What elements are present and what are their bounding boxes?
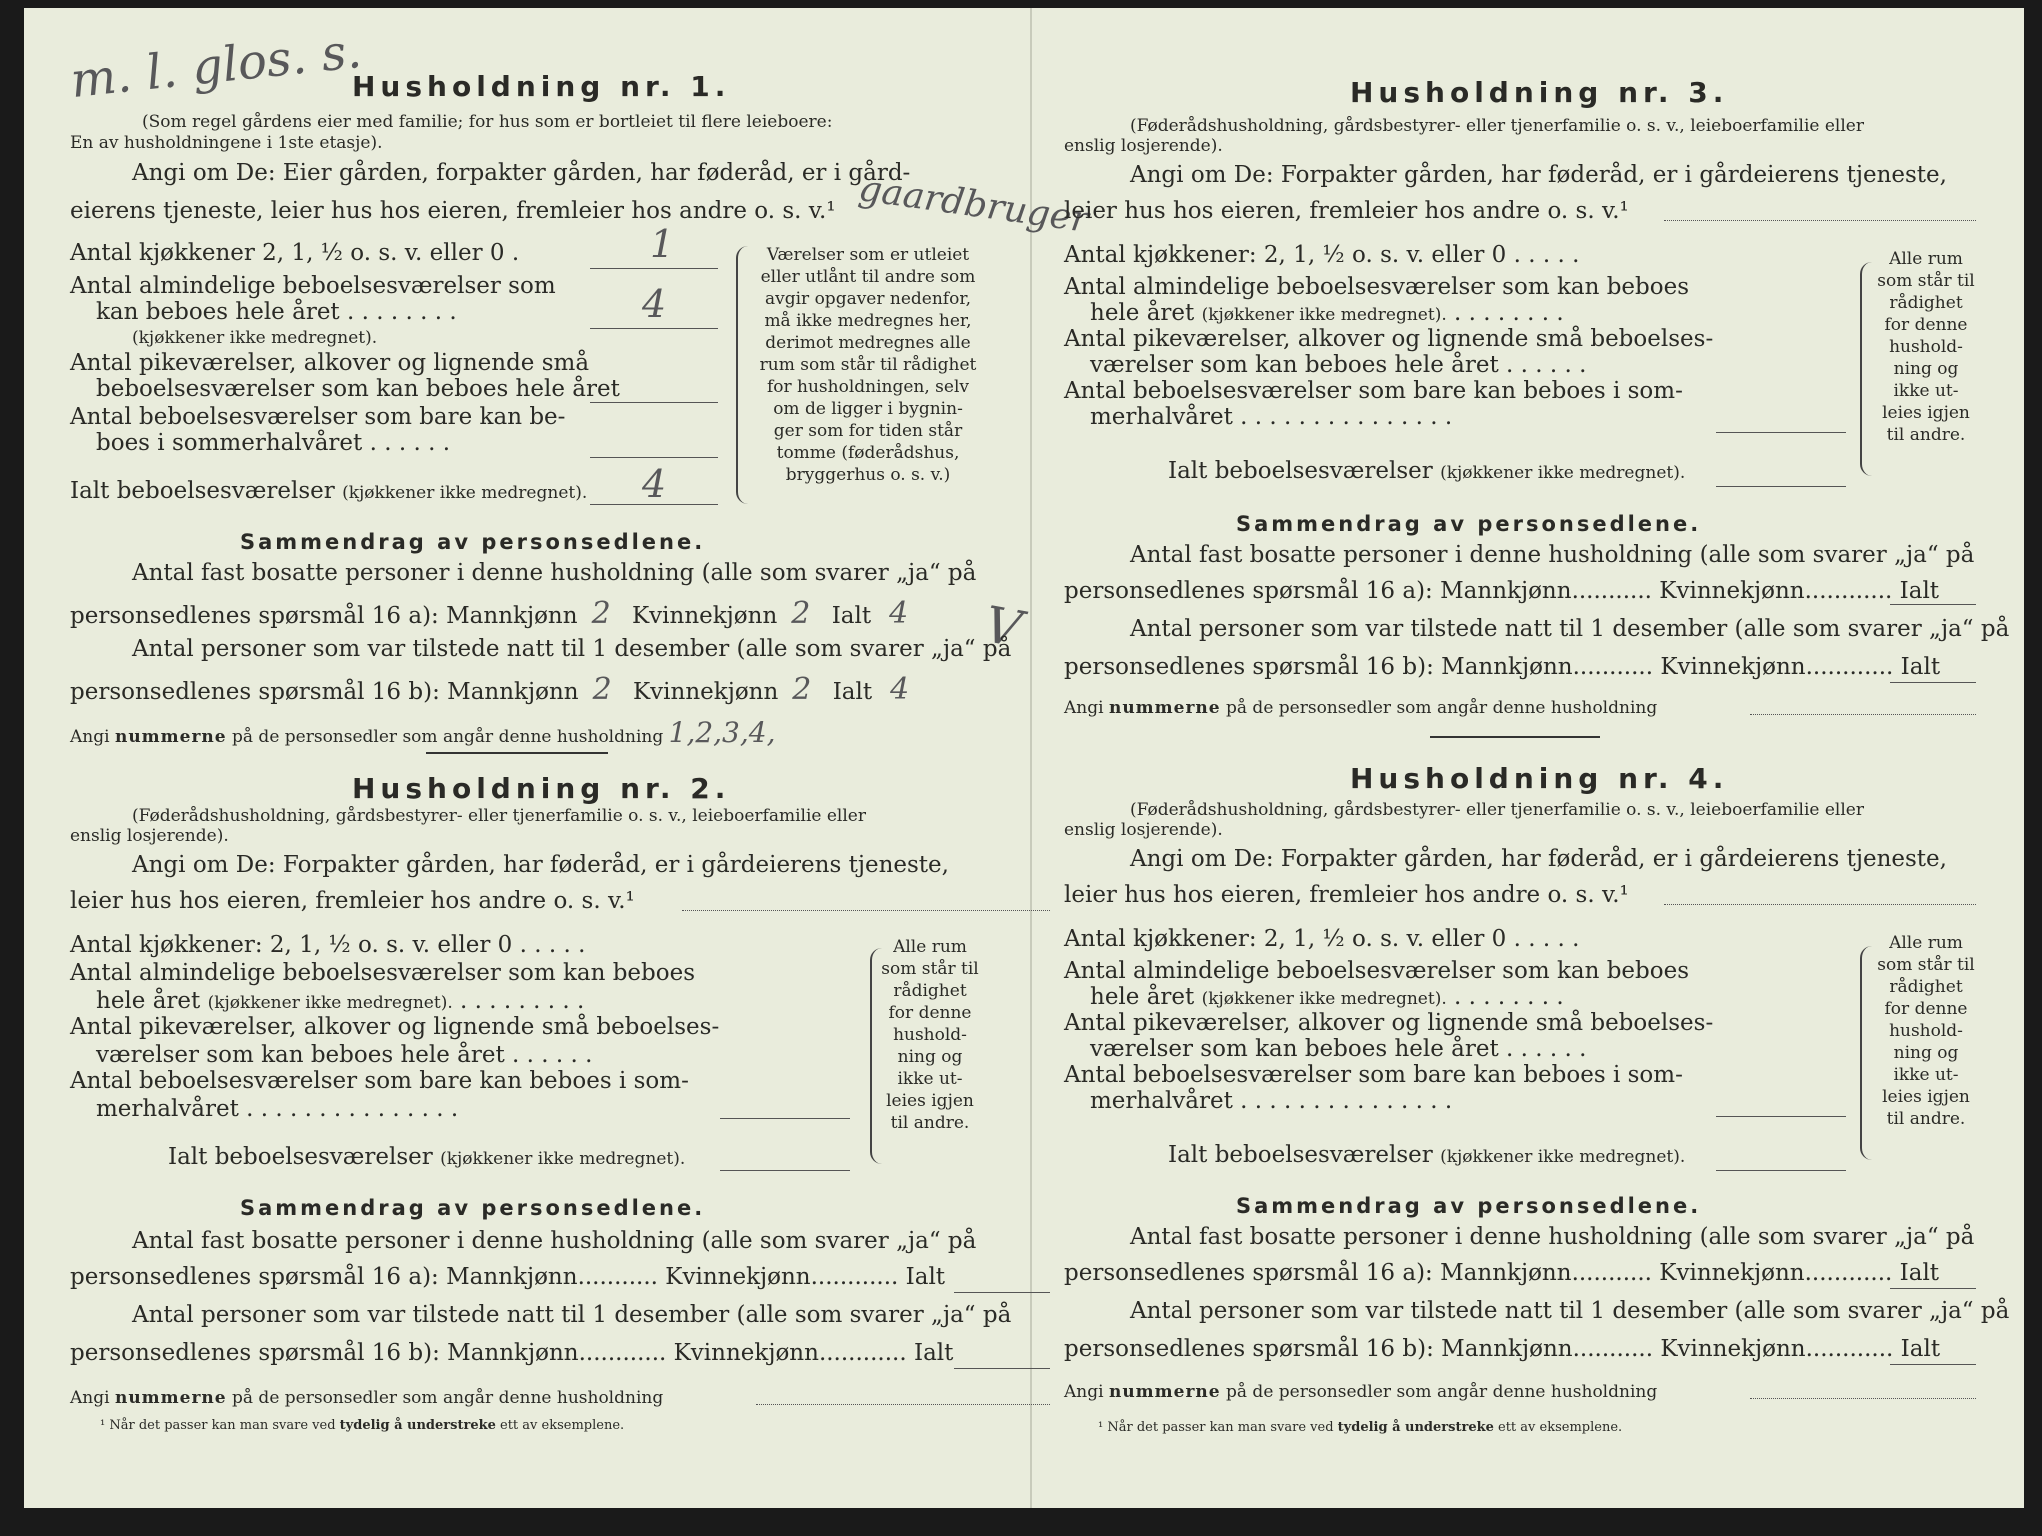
h4-summary-b-line2: personsedlenes spørsmål 16 b): Mannkjønn........... Kvinnekjønn............ Ialt [1064, 1336, 1941, 1362]
h1-side-note: Værelser som er utleiet eller utlånt til andre som avgir opgaver nedenfor, må ikke medregnes her, derimot medregnes alle rum som står til rådighet for husholdningen, selv om de ligger i bygnin- ger som for tiden står tomme (føderådshus, bryggerhus o. s. v.) [759, 245, 977, 485]
h2-numbers-line: Angi nummerne på de personsedler som angår denne husholdning [70, 1388, 664, 1408]
h1-summary-a-line1: Antal fast bosatte personer i denne husholdning (alle som svarer „ja“ på [132, 560, 977, 586]
h1-summary-b-line1: Antal personer som var tilstede natt til 1 desember (alle som svarer „ja“ på [132, 636, 1012, 662]
h1-rooms-question-line2: kan beboes hele året . . . . . . . . [96, 299, 457, 325]
h3-summary-a-line2: personsedlenes spørsmål 16 a): Mannkjønn........... Kvinnekjønn............ Ialt [1064, 578, 1940, 604]
h4-summary-a-line2: personsedlenes spørsmål 16 a): Mannkjønn........... Kvinnekjønn............ Ialt [1064, 1260, 1940, 1286]
h1-rooms-question-line1: Antal almindelige beboelsesværelser som [70, 273, 556, 299]
h3-summary-a-line1: Antal fast bosatte personer i denne husholdning (alle som svarer „ja“ på [1130, 542, 1975, 568]
h2-summer-question-line2: merhalvåret . . . . . . . . . . . . . . . [96, 1096, 459, 1122]
h1-summary-b-line2: personsedlenes spørsmål 16 b): Mannkjønn 2 Kvinnekjønn 2 Ialt 4 [70, 672, 910, 707]
h4-note-line2: enslig losjerende). [1064, 820, 1223, 840]
household-1-note-line2: En av husholdningene i 1ste etasje). [70, 133, 383, 153]
h4-numbers-line: Angi nummerne på de personsedler som angår denne husholdning [1064, 1382, 1658, 1402]
h2-summary-b-line1: Antal personer som var tilstede natt til 1 desember (alle som svarer „ja“ på [132, 1302, 1012, 1328]
h1-kitchens-answer: 1 [650, 222, 675, 266]
h1-rooms-answer: 4 [642, 282, 667, 326]
h3-maid-question-line1: Antal pikeværelser, alkover og lignende små beboelses- [1064, 326, 1714, 352]
h3-angi-line2: leier hus hos eieren, fremleier hos andre o. s. v.¹ [1064, 198, 1629, 224]
h3-summer-question-line2: merhalvåret . . . . . . . . . . . . . . . [1090, 404, 1453, 430]
h1-summer-rooms-question-line2: boes i sommerhalvåret . . . . . . [96, 430, 451, 456]
h2-note-line1: (Føderådshusholdning, gårdsbestyrer- eller tjenerfamilie o. s. v., leieboerfamilie eller [132, 806, 866, 826]
h1-numbers-line: Angi nummerne på de personsedler som angår denne husholdning 1,2,3,4, [70, 716, 776, 749]
household-4-title: Husholdning nr. 4. [1350, 762, 1729, 795]
h3-angi-line1: Angi om De: Forpakter gården, har føderåd, er i gårdeierens tjeneste, [1130, 162, 1947, 188]
h3-total-rooms-label: Ialt beboelsesværelser (kjøkkener ikke medregnet). [1168, 458, 1686, 484]
h3-summer-question-line1: Antal beboelsesværelser som bare kan beboes i som- [1064, 378, 1683, 404]
h3-side-note: Alle rum som står til rådighet for denne hushold- ning og ikke ut- leies igjen til andre. [1877, 249, 1975, 445]
h4-side-note: Alle rum som står til rådighet for denne hushold- ning og ikke ut- leies igjen til andre. [1877, 933, 1975, 1129]
h4-angi-line1: Angi om De: Forpakter gården, har føderåd, er i gårdeierens tjeneste, [1130, 846, 1947, 872]
h2-side-note: Alle rum som står til rådighet for denne hushold- ning og ikke ut- leies igjen til andre. [881, 937, 979, 1133]
household-1-note-line1: (Som regel gårdens eier med familie; for hus som er bortleiet til flere leieboere: [142, 112, 833, 132]
h1-summary-title: Sammendrag av personsedlene. [240, 530, 706, 554]
h4-maid-question-line2: værelser som kan beboes hele året . . . . . . [1090, 1036, 1587, 1062]
h4-total-rooms-label: Ialt beboelsesværelser (kjøkkener ikke medregnet). [1168, 1142, 1686, 1168]
h2-summary-b-line2: personsedlenes spørsmål 16 b): Mannkjønn............ Kvinnekjønn............ Ialt [70, 1340, 954, 1366]
h4-rooms-question-line2: hele året (kjøkkener ikke medregnet). . . . . . . . . [1090, 984, 1564, 1010]
h2-summary-a-line1: Antal fast bosatte personer i denne husholdning (alle som svarer „ja“ på [132, 1228, 977, 1254]
h2-rooms-question-line1: Antal almindelige beboelsesværelser som kan beboes [70, 960, 696, 986]
household-1-angi-line2: eierens tjeneste, leier hus hos eieren, fremleier hos andre o. s. v.¹ [70, 198, 836, 224]
h4-note-line1: (Føderådshusholdning, gårdsbestyrer- eller tjenerfamilie o. s. v., leieboerfamilie eller [1130, 800, 1864, 820]
h4-angi-line2: leier hus hos eieren, fremleier hos andre o. s. v.¹ [1064, 882, 1629, 908]
h4-rooms-question-line1: Antal almindelige beboelsesværelser som kan beboes [1064, 958, 1690, 984]
h1-total-rooms-label: Ialt beboelsesværelser (kjøkkener ikke medregnet). [70, 478, 588, 504]
left-footnote: ¹ Når det passer kan man svare ved tydelig å understreke ett av eksemplene. [100, 1418, 625, 1433]
h3-summary-b-line2: personsedlenes spørsmål 16 b): Mannkjønn........... Kvinnekjønn............ Ialt [1064, 654, 1941, 680]
h4-summer-question-line1: Antal beboelsesværelser som bare kan beboes i som- [1064, 1062, 1683, 1088]
h1-summary-a-line2: personsedlenes spørsmål 16 a): Mannkjønn 2 Kvinnekjønn 2 Ialt 4 [70, 596, 909, 631]
h4-maid-question-line1: Antal pikeværelser, alkover og lignende små beboelses- [1064, 1010, 1714, 1036]
h4-summary-title: Sammendrag av personsedlene. [1236, 1194, 1702, 1218]
h4-summary-b-line1: Antal personer som var tilstede natt til 1 desember (alle som svarer „ja“ på [1130, 1298, 2010, 1324]
h3-summary-b-line1: Antal personer som var tilstede natt til 1 desember (alle som svarer „ja“ på [1130, 616, 2010, 642]
h2-total-rooms-label: Ialt beboelsesværelser (kjøkkener ikke medregnet). [168, 1144, 686, 1170]
household-1-occupation-answer: gaardbruger [856, 168, 1091, 241]
h1-kitchens-question: Antal kjøkkener 2, 1, ½ o. s. v. eller 0 . [70, 240, 520, 266]
h1-rooms-question-note: (kjøkkener ikke medregnet). [132, 328, 378, 348]
right-footnote: ¹ Når det passer kan man svare ved tydelig å understreke ett av eksemplene. [1098, 1420, 1623, 1435]
handwritten-note: m. l. glos. s. [67, 22, 365, 110]
h3-numbers-line: Angi nummerne på de personsedler som angår denne husholdning [1064, 698, 1658, 718]
h3-summary-title: Sammendrag av personsedlene. [1236, 512, 1702, 536]
h4-kitchens-question: Antal kjøkkener: 2, 1, ½ o. s. v. eller 0 . . . . . [1064, 926, 1580, 952]
h1-maid-rooms-question-line1: Antal pikeværelser, alkover og lignende små [70, 350, 590, 376]
h4-summary-a-line1: Antal fast bosatte personer i denne husholdning (alle som svarer „ja“ på [1130, 1224, 1975, 1250]
h1-summer-rooms-question-line1: Antal beboelsesværelser som bare kan be- [70, 404, 566, 430]
h3-note-line2: enslig losjerende). [1064, 136, 1223, 156]
household-1-angi-line1: Angi om De: Eier gården, forpakter gården, har føderåd, er i gård- [132, 160, 911, 186]
h1-maid-rooms-question-line2: beboelsesværelser som kan beboes hele året [96, 376, 620, 402]
household-2-title: Husholdning nr. 2. [352, 772, 731, 805]
handwritten-check: V [980, 595, 1026, 659]
household-1-title: Husholdning nr. 1. [352, 70, 731, 103]
h1-total-rooms-answer: 4 [642, 462, 667, 506]
h2-rooms-question-line2: hele året (kjøkkener ikke medregnet). . . . . . . . . . [96, 988, 585, 1014]
h2-summary-a-line2: personsedlenes spørsmål 16 a): Mannkjønn........... Kvinnekjønn............ Ialt [70, 1264, 946, 1290]
h2-angi-line2: leier hus hos eieren, fremleier hos andre o. s. v.¹ [70, 888, 635, 914]
h2-maid-question-line2: værelser som kan beboes hele året . . . . . . [96, 1042, 593, 1068]
h2-summer-question-line1: Antal beboelsesværelser som bare kan beboes i som- [70, 1068, 689, 1094]
h3-maid-question-line2: værelser som kan beboes hele året . . . . . . [1090, 352, 1587, 378]
h2-summary-title: Sammendrag av personsedlene. [240, 1196, 706, 1220]
h2-note-line2: enslig losjerende). [70, 826, 229, 846]
h2-kitchens-question: Antal kjøkkener: 2, 1, ½ o. s. v. eller 0 . . . . . [70, 932, 586, 958]
h3-rooms-question-line2: hele året (kjøkkener ikke medregnet). . . . . . . . . [1090, 300, 1564, 326]
h3-rooms-question-line1: Antal almindelige beboelsesværelser som kan beboes [1064, 274, 1690, 300]
h2-maid-question-line1: Antal pikeværelser, alkover og lignende små beboelses- [70, 1014, 720, 1040]
h2-angi-line1: Angi om De: Forpakter gården, har føderåd, er i gårdeierens tjeneste, [132, 852, 949, 878]
h3-note-line1: (Føderådshusholdning, gårdsbestyrer- eller tjenerfamilie o. s. v., leieboerfamilie eller [1130, 116, 1864, 136]
h3-kitchens-question: Antal kjøkkener: 2, 1, ½ o. s. v. eller 0 . . . . . [1064, 242, 1580, 268]
household-3-title: Husholdning nr. 3. [1350, 76, 1729, 109]
h4-summer-question-line2: merhalvåret . . . . . . . . . . . . . . . [1090, 1088, 1453, 1114]
